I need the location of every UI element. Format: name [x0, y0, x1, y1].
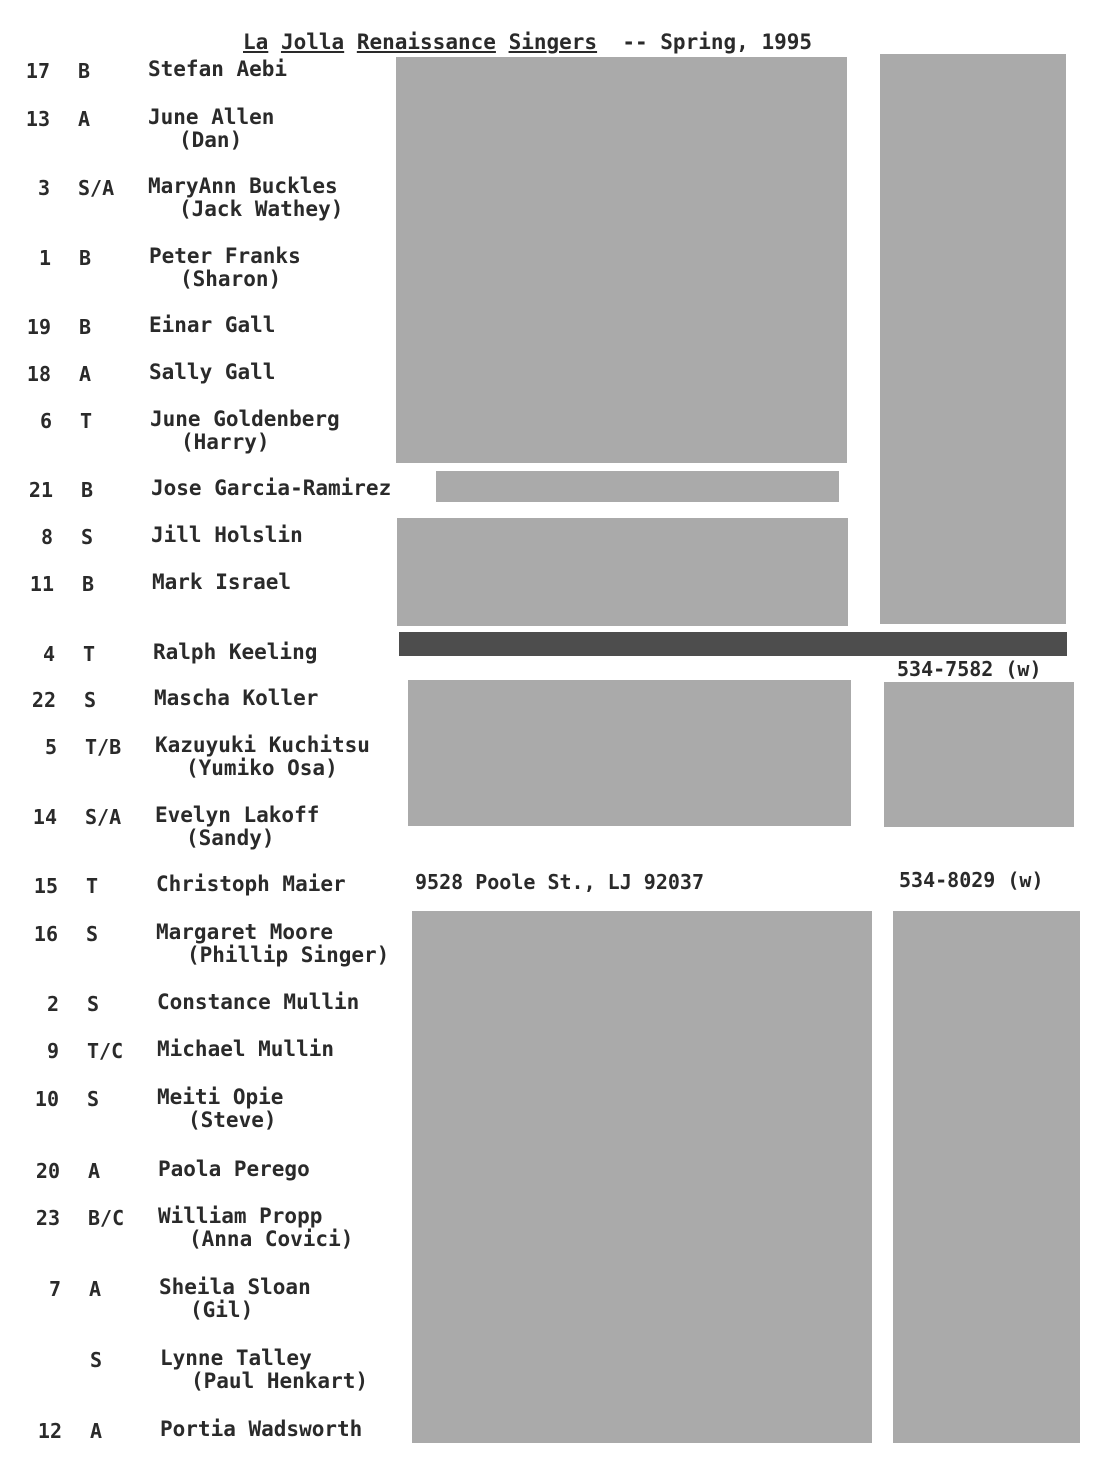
- member-partner: (Dan): [179, 128, 243, 152]
- member-name: Meiti Opie: [157, 1085, 284, 1109]
- member-row: [0, 1037, 440, 1087]
- member-row: [0, 1157, 440, 1207]
- member-number: 21: [28, 478, 53, 502]
- member-number: 15: [33, 874, 58, 898]
- member-row: [0, 244, 440, 294]
- member-row: [0, 57, 440, 107]
- keeling-phone: 534-7582 (w): [897, 657, 1042, 681]
- member-name: June Goldenberg: [150, 407, 340, 431]
- member-name: Christoph Maier: [156, 872, 346, 896]
- voice-part: A: [78, 107, 91, 131]
- member-partner: (Phillip Singer): [187, 943, 390, 967]
- member-row: [0, 733, 440, 783]
- member-partner: (Anna Covici): [189, 1227, 354, 1251]
- member-number: 22: [31, 688, 56, 712]
- member-partner: (Sandy): [186, 826, 275, 850]
- title-word: Jolla: [280, 30, 345, 54]
- member-partner: (Paul Henkart): [191, 1369, 369, 1393]
- voice-part: A: [88, 1159, 101, 1183]
- redaction-block: [408, 680, 851, 826]
- redaction-block: [436, 471, 839, 502]
- member-name: Mark Israel: [152, 570, 292, 594]
- member-name: Paola Perego: [158, 1157, 310, 1181]
- voice-part: T: [80, 409, 93, 433]
- voice-part: S: [87, 992, 100, 1016]
- member-row: [0, 640, 440, 690]
- member-name: Einar Gall: [149, 313, 276, 337]
- voice-part: S: [84, 688, 97, 712]
- member-row: [0, 1275, 440, 1325]
- member-name: Michael Mullin: [157, 1037, 335, 1061]
- member-name: William Propp: [158, 1204, 323, 1228]
- voice-part: T: [83, 642, 96, 666]
- title-suffix: -- Spring, 1995: [597, 30, 813, 54]
- member-name: Evelyn Lakoff: [155, 803, 320, 827]
- member-number: 3: [37, 176, 50, 200]
- member-name: Portia Wadsworth: [160, 1417, 363, 1441]
- voice-part: S/A: [85, 805, 122, 829]
- voice-part: B: [78, 59, 91, 83]
- voice-part: S: [87, 1087, 100, 1111]
- member-number: 7: [48, 1277, 61, 1301]
- member-number: 1: [38, 246, 51, 270]
- maier-address: 9528 Poole St., LJ 92037: [415, 870, 704, 894]
- member-partner: (Harry): [181, 430, 270, 454]
- member-number: 9: [46, 1039, 59, 1063]
- member-row: [0, 686, 440, 736]
- member-number: 5: [44, 735, 57, 759]
- voice-part: S: [90, 1348, 103, 1372]
- voice-part: S: [86, 922, 99, 946]
- voice-part: T/B: [85, 735, 122, 759]
- member-partner: (Gil): [190, 1298, 254, 1322]
- redaction-block: [397, 518, 848, 626]
- member-row: [0, 360, 440, 410]
- member-row: [0, 1346, 440, 1396]
- member-name: Sheila Sloan: [159, 1275, 311, 1299]
- member-row: [0, 313, 440, 363]
- member-name: Jose Garcia-Ramirez: [151, 476, 392, 500]
- member-number: 13: [25, 107, 50, 131]
- member-row: [0, 1204, 440, 1254]
- member-number: 18: [26, 362, 51, 386]
- member-partner: (Sharon): [180, 267, 282, 291]
- member-row: [0, 174, 440, 224]
- title-word: Renaissance: [356, 30, 496, 54]
- member-name: Kazuyuki Kuchitsu: [155, 733, 370, 757]
- voice-part: T/C: [87, 1039, 124, 1063]
- member-number: 14: [32, 805, 57, 829]
- member-name: Lynne Talley: [160, 1346, 312, 1370]
- voice-part: B/C: [88, 1206, 125, 1230]
- voice-part: A: [90, 1419, 103, 1443]
- member-row: [0, 523, 440, 573]
- member-number: 4: [42, 642, 55, 666]
- redaction-block: [412, 911, 872, 1443]
- member-name: MaryAnn Buckles: [148, 174, 338, 198]
- member-row: [0, 105, 440, 155]
- member-number: 16: [33, 922, 58, 946]
- member-partner: (Jack Wathey): [179, 197, 344, 221]
- voice-part: B: [79, 315, 92, 339]
- member-number: 12: [37, 1419, 62, 1443]
- member-name: Mascha Koller: [154, 686, 319, 710]
- member-row: [0, 476, 440, 526]
- voice-part: S/A: [78, 176, 115, 200]
- member-row: [0, 990, 440, 1040]
- member-name: Sally Gall: [149, 360, 276, 384]
- member-name: Jill Holslin: [151, 523, 303, 547]
- member-row: [0, 803, 440, 853]
- member-row: [0, 1417, 440, 1467]
- member-row: [0, 872, 440, 922]
- member-number: 11: [29, 572, 54, 596]
- member-row: [0, 570, 440, 620]
- redaction-block: [396, 57, 847, 463]
- member-partner: (Steve): [188, 1108, 277, 1132]
- member-row: [0, 1085, 440, 1135]
- member-row: [0, 407, 440, 457]
- member-name: June Allen: [148, 105, 275, 129]
- redaction-block: [884, 682, 1074, 827]
- member-row: [0, 920, 440, 970]
- title-word: Singers: [508, 30, 598, 54]
- member-number: 23: [35, 1206, 60, 1230]
- voice-part: S: [81, 525, 94, 549]
- member-number: 2: [46, 992, 59, 1016]
- member-partner: (Yumiko Osa): [186, 756, 338, 780]
- redaction-block: [880, 54, 1066, 624]
- member-name: Margaret Moore: [156, 920, 334, 944]
- voice-part: A: [89, 1277, 102, 1301]
- redaction-block: [893, 911, 1080, 1443]
- member-number: 20: [35, 1159, 60, 1183]
- member-number: 8: [40, 525, 53, 549]
- voice-part: B: [82, 572, 95, 596]
- member-number: 17: [25, 59, 50, 83]
- voice-part: B: [81, 478, 94, 502]
- voice-part: T: [86, 874, 99, 898]
- maier-phone: 534-8029 (w): [899, 868, 1044, 892]
- member-number: 19: [26, 315, 51, 339]
- redaction-block: [399, 632, 1067, 656]
- member-number: 10: [34, 1087, 59, 1111]
- member-number: 6: [39, 409, 52, 433]
- member-name: Stefan Aebi: [148, 57, 288, 81]
- member-name: Constance Mullin: [157, 990, 360, 1014]
- member-name: Peter Franks: [149, 244, 301, 268]
- voice-part: A: [79, 362, 92, 386]
- voice-part: B: [79, 246, 92, 270]
- document-title: [243, 30, 812, 54]
- title-word: La: [243, 30, 269, 54]
- member-name: Ralph Keeling: [153, 640, 318, 664]
